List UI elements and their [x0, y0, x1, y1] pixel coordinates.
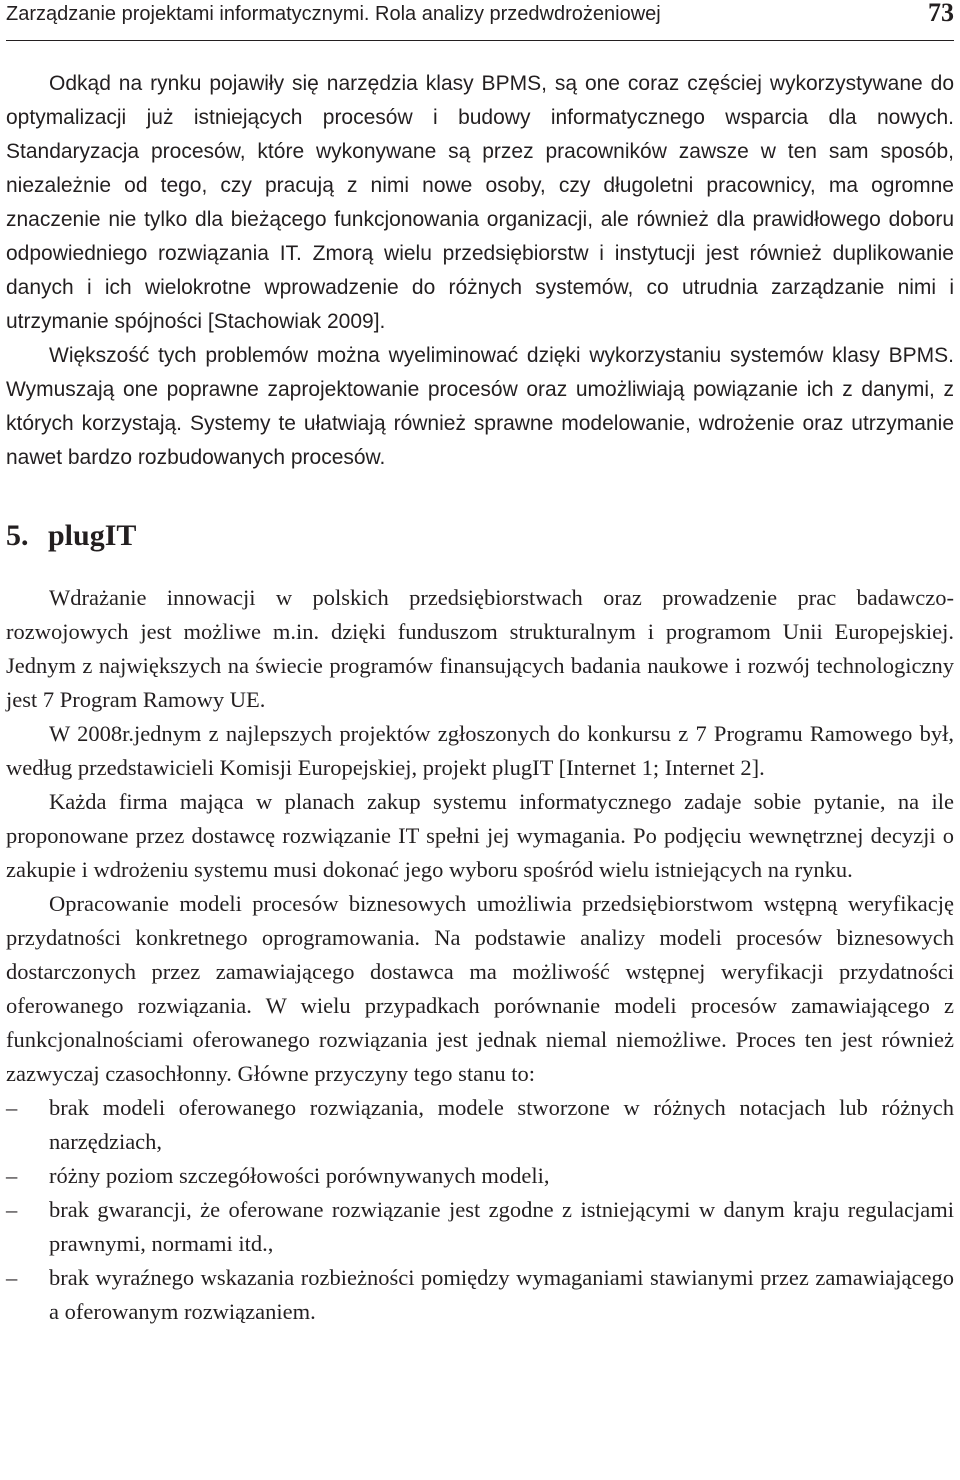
- dash-bullet: –: [6, 1163, 18, 1188]
- paragraph: Odkąd na rynku pojawiły się narzędzia klasy BPMS, są one coraz częściej wykorzystywane do optymalizacji już istniejących procesów i budowy informatycznego wsparcia dla nowych. Standaryzacja procesów, które wykonywane są przez pracowników zawsze w ten sam sposób, niezależnie od tego, czy pracują z nimi nowe osoby, czy długoletni pracownicy, ma ogromne znaczenie nie tylko dla bieżącego funkcjonowania organizacji, ale również dla prawidłowego doboru odpowiedniego rozwiązania IT. Zmorą wielu przedsiębiorstw i instytucji jest również duplikowanie danych i ich wielokrotne wprowadzenie do różnych systemów, co utrudnia zarządzanie nimi i utrzymanie spójności [Stachowiak 2009].: [6, 72, 954, 333]
- dash-bullet: –: [6, 1197, 18, 1222]
- intro-section: [6, 67, 954, 475]
- list-item: [6, 1159, 954, 1193]
- list-item-text: brak wyraźnego wskazania rozbieżności pomiędzy wymaganiami stawianymi przez zamawiającego a oferowanym rozwiązaniem.: [49, 1265, 954, 1324]
- section-title: plugIT: [48, 519, 137, 552]
- document-page: [6, 0, 954, 1329]
- running-header-title: Zarządzanie projektami informatycznymi. Rola analizy przedwdrożeniowej: [6, 3, 661, 25]
- list-item: [6, 1193, 954, 1261]
- section-body: [6, 581, 954, 1329]
- paragraph: Opracowanie modeli procesów biznesowych umożliwia przedsiębiorstwom wstępną weryfikację przydatności konkretnego oprogramowania. Na podstawie analizy modeli procesów biznesowych dostarczonych przez zamawiającego dostawca ma możliwość wstępnej weryfikacji przydatności oferowanego rozwiązania. W wielu przypadkach porównanie modeli procesów zamawiającego z funkcjonalnościami oferowanego rozwiązania jest jednak niemal niemożliwe. Proces ten jest również zazwyczaj czasochłonny. Główne przyczyny tego stanu to:: [6, 891, 954, 1086]
- paragraph: Każda firma mająca w planach zakup systemu informatycznego zadaje sobie pytanie, na ile proponowane przez dostawcę rozwiązanie IT spełni jej wymagania. Po podjęciu wewnętrznej decyzji o zakupie i wdrożeniu systemu musi dokonać jego wyboru spośród wielu istniejących na rynku.: [6, 789, 954, 882]
- list-item-text: brak gwarancji, że oferowane rozwiązanie jest zgodne z istniejącymi w danym kraju regulacjami prawnymi, normami itd.,: [49, 1197, 954, 1256]
- list-item: [6, 1261, 954, 1329]
- list-item-text: brak modeli oferowanego rozwiązania, modele stworzone w różnych notacjach lub różnych narzędziach,: [49, 1095, 954, 1154]
- section-heading: [6, 517, 954, 555]
- dash-bullet: –: [6, 1265, 18, 1290]
- list-item: [6, 1091, 954, 1159]
- dash-list: [6, 1091, 954, 1329]
- running-header: [6, 0, 954, 41]
- section-number: 5.: [6, 519, 29, 552]
- paragraph: Wdrażanie innowacji w polskich przedsiębiorstwach oraz prowadzenie prac badawczo-rozwojowych jest możliwe m.in. dzięki funduszom strukturalnym i programom Unii Europejskiej. Jednym z największych na świecie programów finansujących badania naukowe i rozwój technologiczny jest 7 Program Ramowy UE.: [6, 585, 954, 712]
- dash-bullet: –: [6, 1095, 18, 1120]
- paragraph: Większość tych problemów można wyeliminować dzięki wykorzystaniu systemów klasy BPMS. Wymuszają one poprawne zaprojektowanie procesów oraz umożliwiają powiązanie ich z danymi, z których korzystają. Systemy te ułatwiają również sprawne modelowanie, wdrożenie oraz utrzymanie nawet bardzo rozbudowanych procesów.: [6, 344, 954, 469]
- list-item-text: różny poziom szczegółowości porównywanych modeli,: [49, 1163, 550, 1188]
- page-number: 73: [928, 0, 954, 27]
- paragraph: W 2008r.jednym z najlepszych projektów zgłoszonych do konkursu z 7 Programu Ramowego był, według przedstawicieli Komisji Europejskiej, projekt plugIT [Internet 1; Internet 2].: [6, 721, 954, 780]
